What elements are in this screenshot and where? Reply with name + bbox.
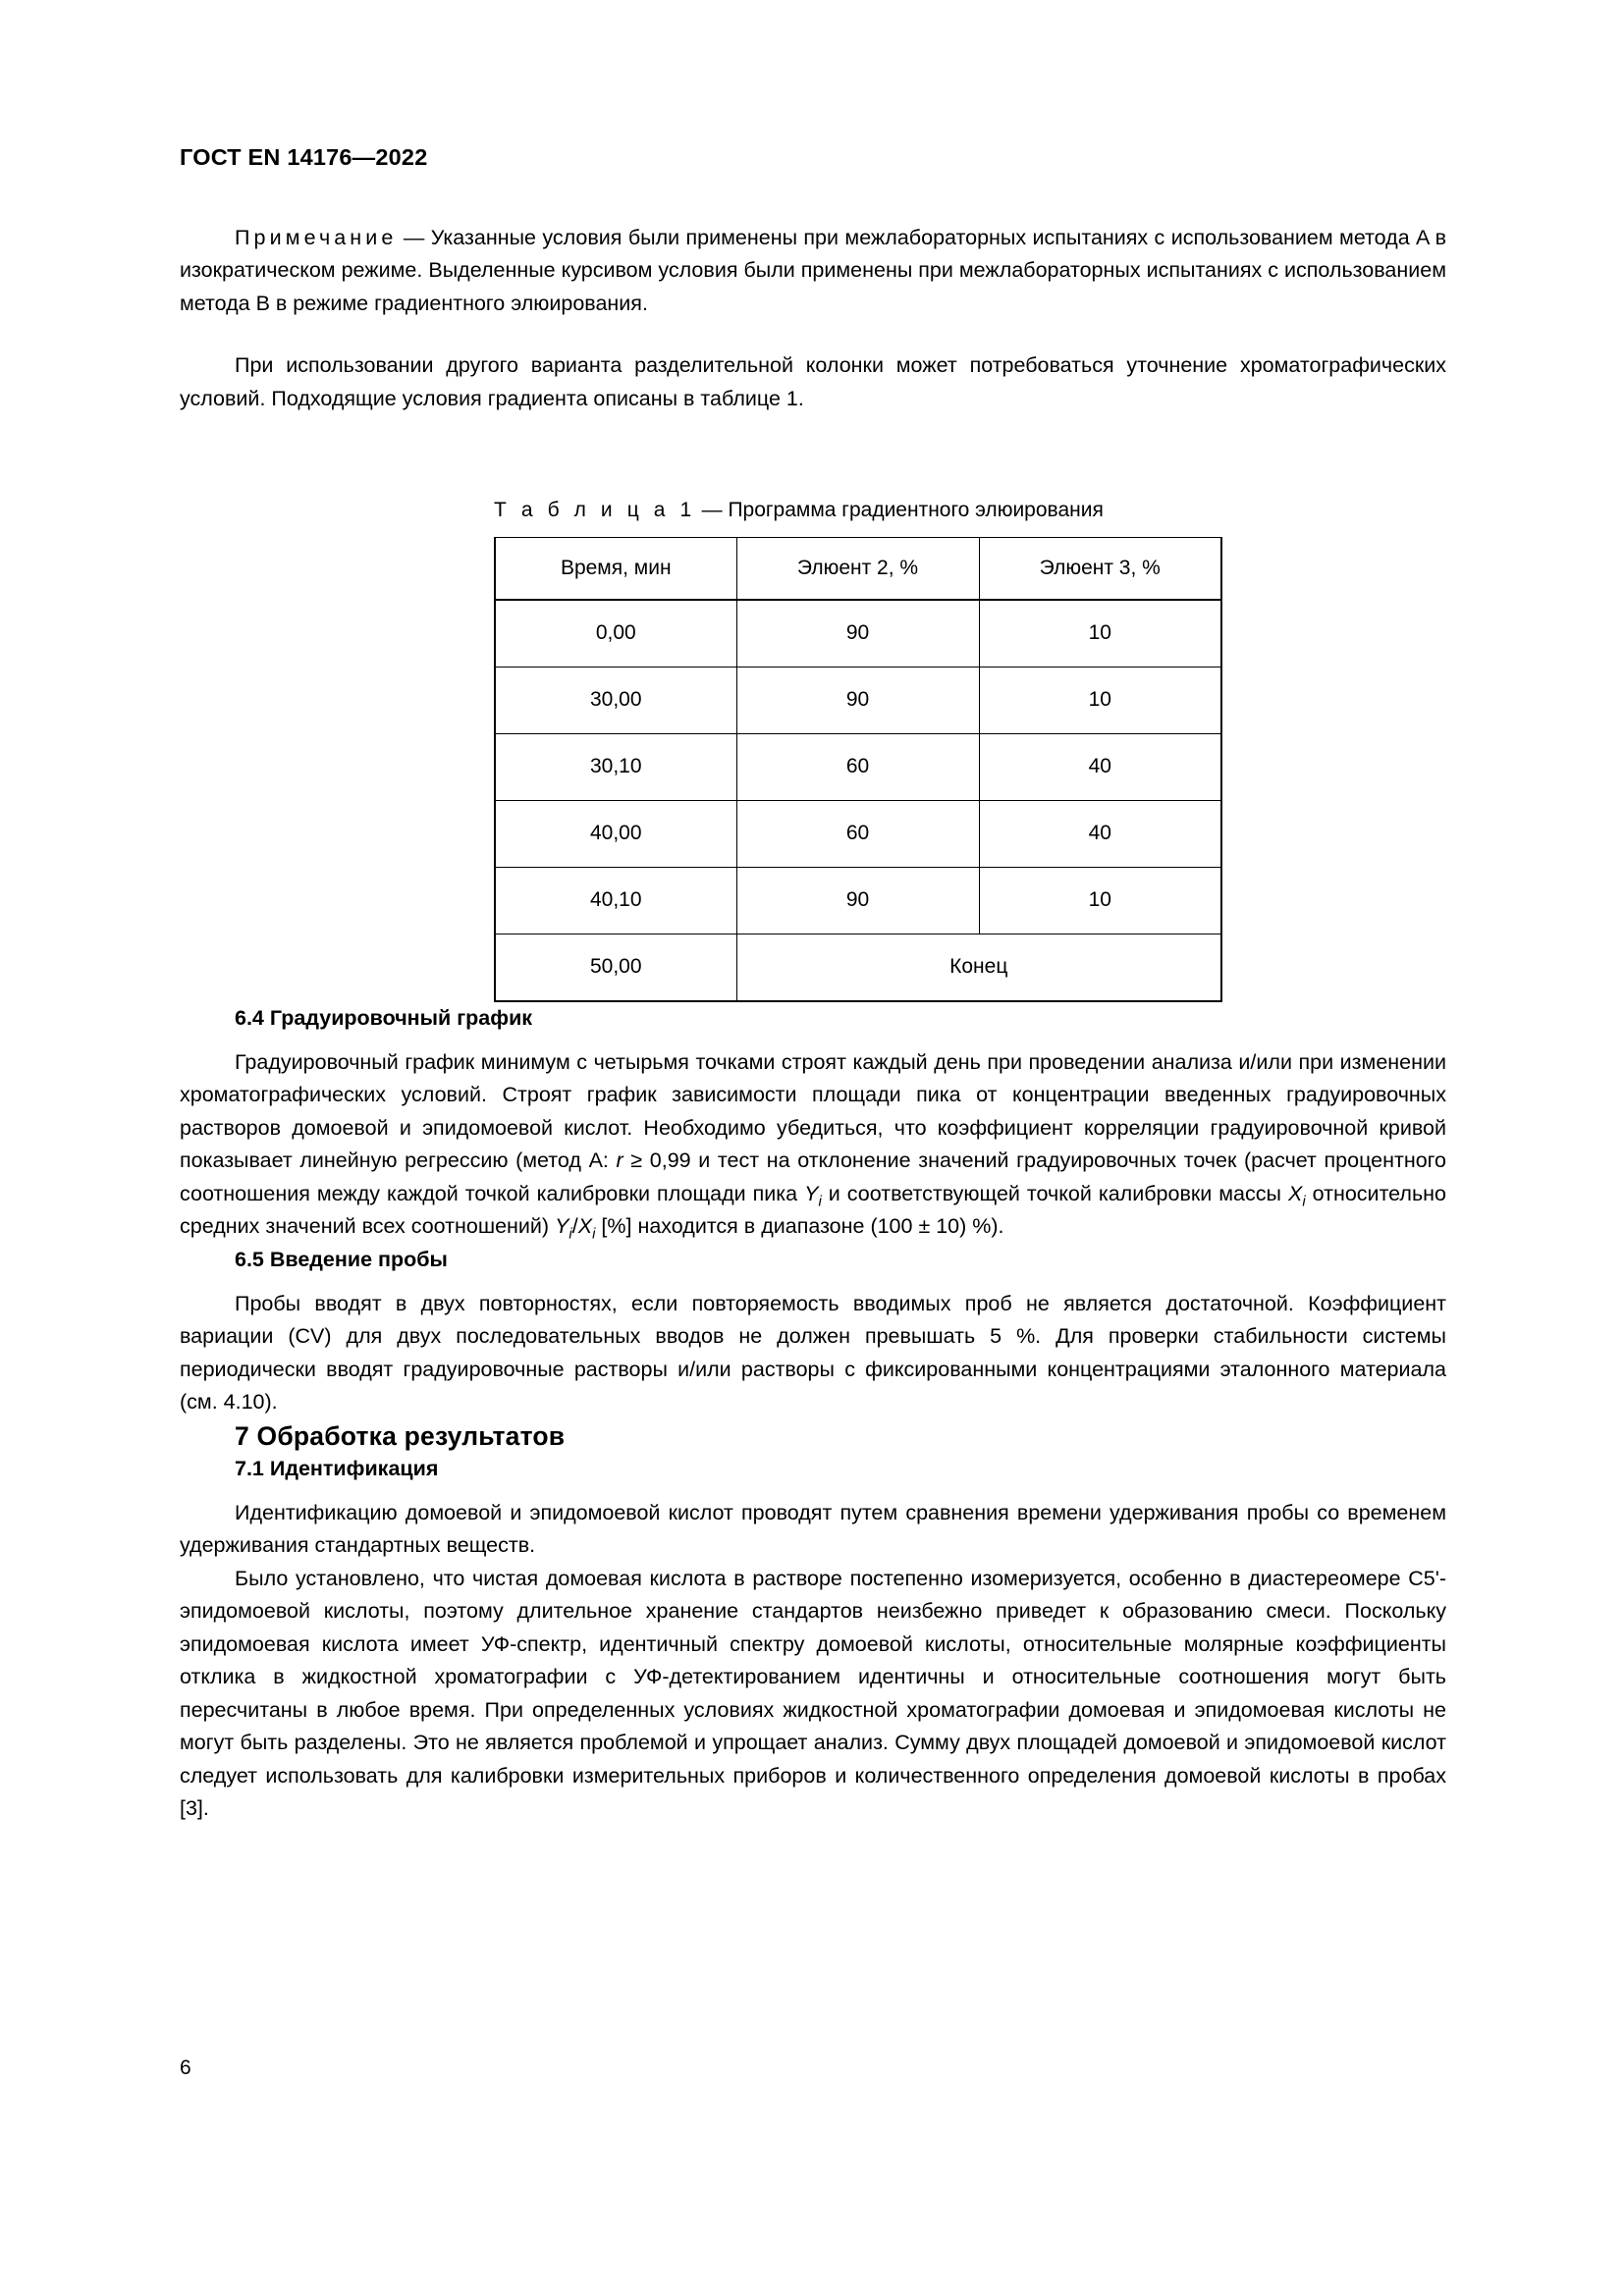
variable-Y: Y (804, 1181, 819, 1205)
calibration-text-4: относительно средних значений всех соотношений) (180, 1181, 1446, 1239)
variable-X: X (1287, 1181, 1303, 1205)
page-content (180, 145, 1446, 1826)
cell-eluent3: 10 (979, 667, 1221, 733)
cell-time: 0,00 (495, 600, 736, 667)
cell-end-label: Конец (736, 934, 1221, 1001)
gradient-elution-table (494, 537, 1222, 1002)
cell-eluent2: 90 (736, 600, 979, 667)
table-header-row (495, 537, 1221, 600)
table-row (495, 867, 1221, 934)
document-header: ГОСТ EN 14176—2022 (180, 144, 428, 170)
cell-eluent3: 10 (979, 600, 1221, 667)
table-header-eluent3: Элюент 3, % (979, 537, 1221, 600)
variable-X-ratio: X (577, 1214, 593, 1239)
table-block (180, 498, 1446, 1001)
table-row (495, 800, 1221, 867)
table-row (495, 667, 1221, 733)
variable-r: r (616, 1148, 623, 1173)
paragraph-isomerization: Было установлено, что чистая домоевая кислота в растворе постепенно изомеризуется, особенно в диастереомере C5'-эпидомоевой кислоты, поэтому длительное хранение стандартов неизбежно приведет к образованию смеси. Поскольку эпидомоевая кислота имеет УФ-спектр, идентичный спектру домоевой кислоты, относительные молярные коэффициенты отклика в жидкостной хроматографии с УФ-детектированием идентичны и относительные соотношения могут быть пересчитаны в любое время. При определенных условиях жидкостной хроматографии домоевая и эпидомоевая кислоты не могут быть разделены. Это не является проблемой и упрощает анализ. Сумму двух площадей домоевой и эпидомоевой кислот следует использовать для калибровки измерительных приборов и количественного определения домоевой кислоты в пробах [3]. (180, 1566, 1446, 1821)
calibration-text-5: [%] находится в диапазоне (100 ± 10) %). (595, 1214, 1004, 1239)
table-caption-title: Программа градиентного элюирования (728, 499, 1104, 522)
heading-6-5: 6.5 Введение пробы (235, 1247, 448, 1271)
table-row (495, 600, 1221, 667)
paragraph-identification: Идентификацию домоевой и эпидомоевой кислот проводят путем сравнения времени удерживания пробы со временем удерживания стандартных веществ. (180, 1500, 1446, 1558)
cell-eluent3: 10 (979, 867, 1221, 934)
paragraph-calibration (180, 1046, 1446, 1244)
note-paragraph (180, 222, 1446, 321)
cell-eluent2: 60 (736, 800, 979, 867)
calibration-text-2: ≥ 0,99 и тест на отклонение значений градуировочных точек (расчет процентного соотношения между каждой точкой калибровки площади пика (180, 1148, 1446, 1205)
heading-7: 7 Обработка результатов (235, 1420, 566, 1451)
heading-7-1: 7.1 Идентификация (235, 1456, 439, 1480)
subscript-i: i (1302, 1192, 1306, 1209)
heading-6-4: 6.4 Градуировочный график (235, 1005, 533, 1030)
cell-eluent2: 90 (736, 867, 979, 934)
ratio-slash: / (571, 1214, 578, 1239)
cell-time: 30,00 (495, 667, 736, 733)
cell-eluent3: 40 (979, 800, 1221, 867)
note-text: Указанные условия были применены при межлабораторных испытаниях с использованием метода A в изократическом режиме. Выделенные курсивом условия были применены при межлабораторных испытаниях с использованием метода B в режиме градиентного элюирования. (180, 225, 1446, 315)
variable-Y-ratio: Y (555, 1214, 569, 1239)
cell-time: 40,10 (495, 867, 736, 934)
table-row-final (495, 934, 1221, 1001)
paragraph-column-variant: При использовании другого варианта разделительной колонки может потребоваться уточнение хроматографических условий. Подходящие условия градиента описаны в таблице 1. (180, 353, 1446, 410)
subscript-i: i (592, 1225, 596, 1243)
calibration-text-3: и соответствующей точкой калибровки массы (821, 1181, 1288, 1205)
table-caption-label: Т а б л и ц а 1 (494, 499, 696, 522)
paragraph-sample-injection: Пробы вводят в двух повторностях, если повторяемость вводимых проб не является достаточной. Коэффициент вариации (CV) для двух последовательных вводов не должен превышать 5 %. Для проверки стабильности системы периодически вводят градуировочные растворы и/или растворы с фиксированными концентрациями эталонного материала (см. 4.10). (180, 1291, 1446, 1415)
subscript-i: i (568, 1225, 572, 1243)
note-label: Примечание (235, 225, 398, 249)
cell-eluent2: 60 (736, 733, 979, 800)
table-header-time: Время, мин (495, 537, 736, 600)
cell-eluent2: 90 (736, 667, 979, 733)
subscript-i: i (818, 1192, 822, 1209)
calibration-text-1: Градуировочный график минимум с четырьмя точками строят каждый день при проведении анализа и/или при изменении хроматографических условий. Строят график зависимости площади пика от концентрации введенных градуировочных растворов домоевой и эпидомоевой кислот. Необходимо убедиться, что коэффициент корреляции градуировочной кривой показывает линейную регрессию (метод A: (180, 1049, 1446, 1173)
table-caption-dash: — (701, 499, 723, 522)
cell-eluent3: 40 (979, 733, 1221, 800)
table-caption (180, 498, 1446, 522)
table-header-eluent2: Элюент 2, % (736, 537, 979, 600)
table-row (495, 733, 1221, 800)
cell-time-final: 50,00 (495, 934, 736, 1001)
page-number: 6 (180, 2056, 191, 2079)
cell-time: 30,10 (495, 733, 736, 800)
note-dash: — (403, 225, 425, 249)
cell-time: 40,00 (495, 800, 736, 867)
